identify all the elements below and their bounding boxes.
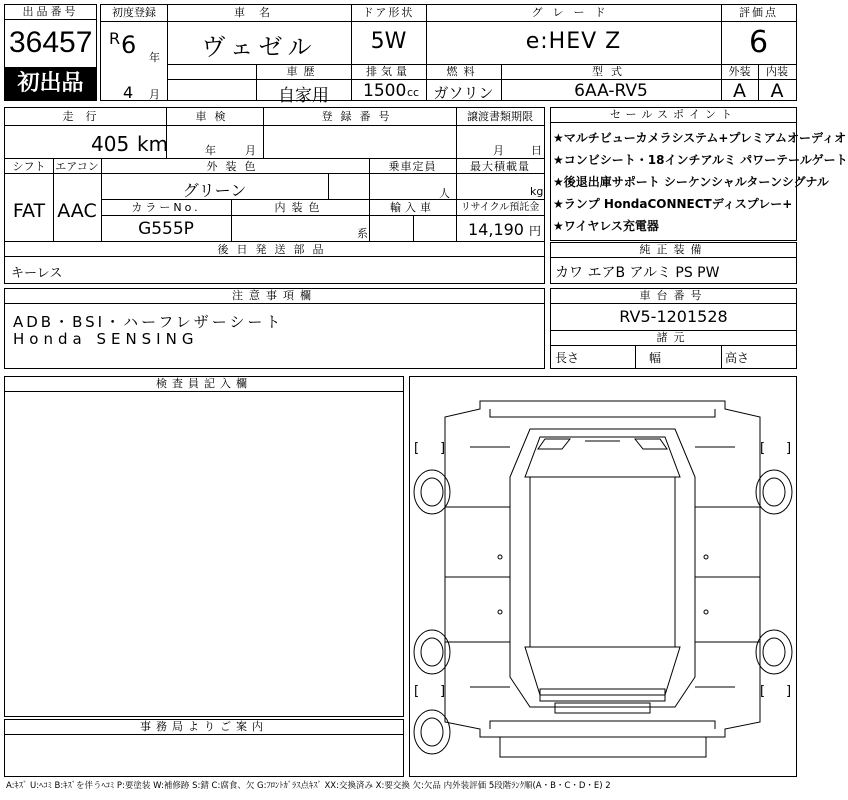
sales-point-item: ★ランプ HondaCONNECTディスプレー+ bbox=[553, 197, 793, 211]
bracket-br-open: [ bbox=[760, 684, 766, 699]
shift: FAT bbox=[12, 200, 46, 222]
transfer-day-unit: 日 bbox=[531, 144, 542, 157]
year-unit: 年 bbox=[149, 51, 160, 64]
sales-point-item: ★コンビシート・18インチアルミ パワーテールゲート bbox=[553, 153, 848, 167]
mileage-label: 走行 bbox=[62, 110, 109, 123]
history: 自家用 bbox=[278, 86, 329, 106]
notes-label: 注意事項欄 bbox=[5, 289, 544, 304]
ext-color-label: 外装色 bbox=[206, 160, 264, 173]
grade: e:HEV Z bbox=[525, 29, 622, 54]
lot-number-label: 出品番号 bbox=[5, 5, 96, 20]
transfer-label: 譲渡書類期限 bbox=[467, 110, 533, 123]
mileage-unit: km bbox=[137, 132, 169, 156]
equipment-value: カワ エアB アルミ PS PW bbox=[555, 265, 720, 281]
bracket-bl-close: ] bbox=[440, 684, 446, 699]
interior-label: 内装 bbox=[766, 65, 788, 78]
ac-label: エアコン bbox=[55, 160, 99, 173]
transfer-month-unit: 月 bbox=[493, 144, 504, 157]
bracket-tl-open: [ bbox=[414, 441, 420, 456]
color-no-label: カラーNo. bbox=[131, 201, 201, 214]
displacement-label: 排気量 bbox=[366, 65, 411, 78]
chassis-box bbox=[550, 288, 797, 369]
month-unit: 月 bbox=[149, 88, 160, 101]
import-label: 輸入車 bbox=[390, 201, 435, 214]
bracket-tl-close: ] bbox=[440, 441, 446, 456]
history-label: 車歴 bbox=[286, 65, 321, 78]
inspector-box bbox=[4, 376, 404, 717]
inspector-label: 検査員記入欄 bbox=[5, 377, 403, 392]
equipment-box bbox=[550, 242, 797, 284]
notes-box bbox=[4, 288, 545, 369]
bracket-br-close: ] bbox=[786, 684, 792, 699]
dims-label: 諸元 bbox=[656, 331, 691, 344]
lot-number: 36457 bbox=[9, 26, 93, 59]
fuel: ガソリン bbox=[433, 84, 494, 102]
int-color-unit: 系 bbox=[357, 227, 368, 240]
interior-grade: A bbox=[770, 80, 784, 102]
later-parts-label: 後日発送部品 bbox=[217, 243, 332, 256]
reg-year: 6 bbox=[121, 31, 137, 59]
shift-label: シフト bbox=[12, 160, 46, 173]
load-label: 最大積載量 bbox=[470, 160, 530, 173]
exterior-grade: A bbox=[733, 80, 746, 102]
bracket-bl-open: [ bbox=[414, 684, 420, 699]
model-name: ヴェゼル bbox=[201, 33, 317, 61]
model-code-label: 型式 bbox=[592, 65, 630, 78]
office-box bbox=[4, 719, 404, 777]
displacement-unit: cc bbox=[407, 86, 420, 99]
later-parts: キーレス bbox=[11, 266, 63, 281]
sales-points-box bbox=[550, 107, 848, 241]
lot-number-box bbox=[4, 4, 97, 101]
inspection-year-unit: 年 bbox=[205, 144, 216, 157]
color-no: G555P bbox=[138, 219, 194, 239]
car-diagram-box bbox=[409, 376, 797, 777]
model-code: 6AA-RV5 bbox=[574, 81, 648, 101]
vehicle-info-grid bbox=[100, 4, 797, 106]
rating-label: 評価点 bbox=[739, 6, 778, 19]
chassis-number: RV5-1201528 bbox=[619, 307, 728, 326]
reg-no-label: 登録番号 bbox=[321, 110, 398, 123]
displacement: 1500 bbox=[363, 81, 407, 101]
ac: AAC bbox=[57, 200, 97, 222]
rating: 6 bbox=[748, 25, 769, 60]
recycle-deposit: 14,190 bbox=[468, 220, 524, 239]
width-label: 幅 bbox=[649, 351, 662, 365]
recycle-unit: 円 bbox=[529, 224, 542, 238]
sales-points-list bbox=[553, 127, 848, 237]
height-label: 高さ bbox=[725, 351, 750, 365]
details-grid bbox=[4, 107, 545, 284]
mileage: 405 bbox=[91, 132, 130, 156]
int-color-label: 内装色 bbox=[274, 201, 326, 214]
notes-line-1: ADB・BSI・ハーフレザーシート bbox=[13, 313, 284, 331]
grade-label: グレード bbox=[531, 6, 616, 19]
era: R bbox=[109, 29, 121, 48]
first-listing-badge: 初出品 bbox=[5, 67, 96, 100]
recycle-label: リサイクル預託金 bbox=[460, 202, 540, 213]
first-reg-label: 初度登録 bbox=[112, 6, 156, 19]
door-label: ドア形状 bbox=[362, 6, 415, 19]
capacity-label: 乗車定員 bbox=[388, 160, 437, 173]
exterior-label: 外装 bbox=[728, 65, 751, 78]
model-name-label: 車名 bbox=[234, 6, 284, 19]
fuel-label: 燃料 bbox=[446, 65, 481, 78]
sales-point-item: ★マルチビューカメラシステム+プレミアムオーディオ bbox=[553, 131, 847, 145]
bracket-tr-open: [ bbox=[760, 441, 766, 456]
door-type: 5W bbox=[370, 29, 407, 54]
chassis-label: 車台番号 bbox=[551, 289, 796, 304]
sales-points-label: セールスポイント bbox=[551, 108, 796, 123]
equipment-label: 純正装備 bbox=[551, 243, 796, 258]
sales-point-item: ★後退出庫サポート シーケンシャルターンシグナル bbox=[553, 175, 829, 189]
inspection-label: 車検 bbox=[195, 110, 234, 123]
office-label: 事務局よりご案内 bbox=[5, 720, 403, 735]
legend: A:ｷｽﾞ U:ﾍｺﾐ B:ｷｽﾞを伴うﾍｺﾐ P:要塗装 W:補修跡 S:錆 C:腐食、欠 G:ﾌﾛﾝﾄｶﾞﾗｽ点ｷｽﾞ XX:交換済み X:要交換 欠:欠品 内外装評価 5段階ﾗﾝｸ順(A・B・C・D・E) 2 bbox=[6, 781, 611, 791]
ext-color: グリーン bbox=[182, 181, 247, 200]
notes-line-2: Honda SENSING bbox=[13, 330, 199, 348]
capacity-unit: 人 bbox=[439, 187, 450, 200]
car-damage-diagram bbox=[410, 377, 796, 776]
sales-point-item: ★ワイヤレス充電器 bbox=[553, 219, 659, 233]
length-label: 長さ bbox=[555, 351, 580, 365]
load-unit: kg bbox=[530, 185, 544, 198]
bracket-tr-close: ] bbox=[786, 441, 792, 456]
inspection-month-unit: 月 bbox=[245, 144, 256, 157]
reg-month: 4 bbox=[123, 83, 134, 102]
